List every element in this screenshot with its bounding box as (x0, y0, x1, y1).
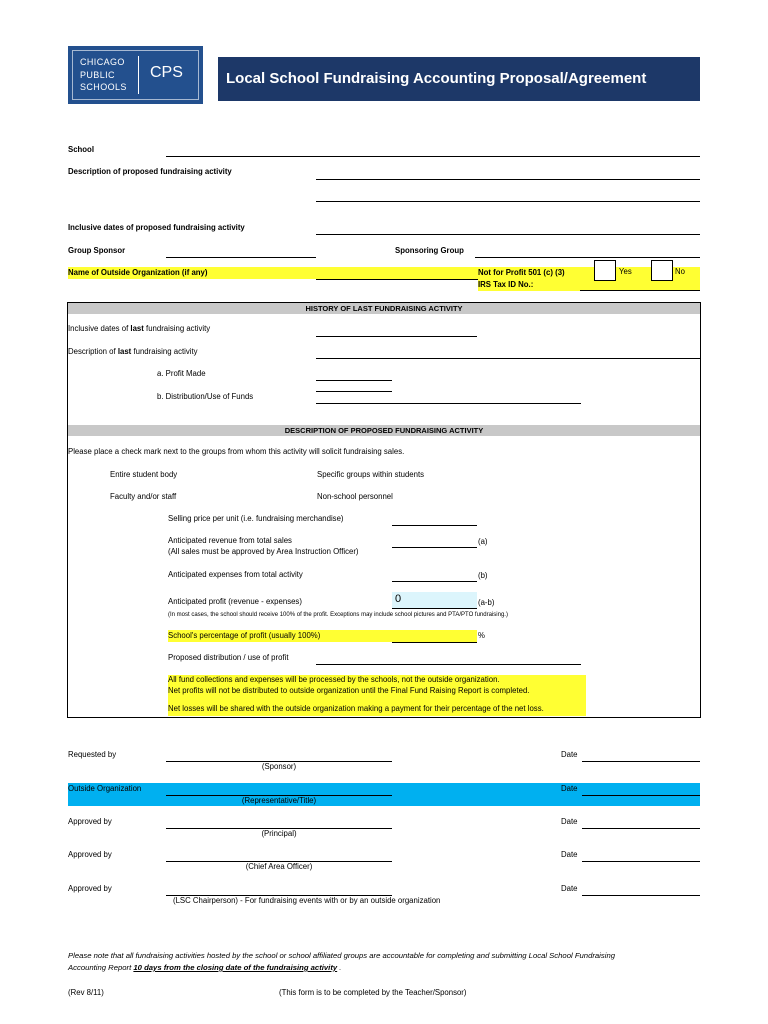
irs-tax-id-field[interactable] (580, 280, 700, 291)
footer-note-line-2 (68, 963, 341, 973)
principal-signature-field[interactable] (166, 818, 392, 829)
revenue-ref: (a) (478, 537, 488, 546)
outside-org-field[interactable] (316, 269, 478, 280)
chief-area-officer-approval-label: Approved by (68, 850, 112, 859)
chief-area-officer-date-field[interactable] (582, 851, 700, 862)
proposed-section-heading: DESCRIPTION OF PROPOSED FUNDRAISING ACTIVITY (68, 425, 700, 436)
notice-net-losses: Net losses will be shared with the outside organization making a payment for their percentage of the net loss. (168, 704, 544, 713)
requested-by-role: (Sponsor) (261, 762, 297, 771)
group-sponsor-field[interactable] (166, 247, 316, 258)
outside-org-role: (Representative/Title) (241, 796, 317, 805)
last-dates-label (68, 324, 210, 334)
lsc-chair-signature-field[interactable] (166, 885, 392, 896)
not-for-profit-no-checkbox[interactable] (651, 260, 673, 281)
footer-deadline-emphasis: 10 days from the closing date of the fundraising activity (133, 963, 338, 972)
lsc-chair-approval-label: Approved by (68, 884, 112, 893)
footer-note-line-1: Please note that all fundraising activities hosted by the school or school affiliated groups are accountable for completing and submitting Local School Fundraising (68, 951, 615, 960)
last-description-label-start: Description of (68, 347, 118, 356)
selling-price-label: Selling price per unit (i.e. fundraising merchandise) (168, 514, 344, 523)
notice-net-profits: Net profits will not be distributed to outside organization until the Final Fund Raising Report is completed. (168, 686, 530, 695)
group-sponsor-label: Group Sponsor (68, 246, 126, 255)
lsc-chair-date-field[interactable] (582, 885, 700, 896)
distribution-use-label: b. Distribution/Use of Funds (157, 392, 254, 401)
yes-label: Yes (619, 267, 632, 276)
proposed-distribution-field[interactable] (316, 654, 581, 665)
not-for-profit-yes-checkbox[interactable] (594, 260, 616, 281)
outside-org-label: Name of Outside Organization (if any) (68, 268, 208, 277)
last-dates-field[interactable] (316, 326, 477, 337)
percentage-unit: % (478, 631, 485, 640)
history-section-heading: HISTORY OF LAST FUNDRAISING ACTIVITY (68, 303, 700, 314)
anticipated-profit-ref: (a-b) (478, 598, 495, 607)
no-label: No (675, 267, 685, 276)
requested-by-date-label: Date (561, 750, 578, 759)
percentage-label: School's percentage of profit (usually 100%) (168, 631, 321, 640)
last-description-label (68, 347, 198, 357)
last-dates-label-emphasis: last (130, 324, 144, 333)
group-option-faculty-staff: Faculty and/or staff (110, 492, 177, 501)
outside-org-signature-label: Outside Organization (68, 784, 142, 793)
title-bar (218, 57, 700, 101)
logo-line-public: PUBLIC (80, 69, 115, 80)
lsc-chair-date-label: Date (561, 884, 578, 893)
group-option-non-school-personnel: Non-school personnel (317, 492, 393, 501)
selling-price-field[interactable] (392, 515, 477, 526)
inclusive-dates-label: Inclusive dates of proposed fundraising activity (68, 223, 245, 232)
description-field-line-2[interactable] (316, 191, 700, 202)
principal-approval-label: Approved by (68, 817, 112, 826)
description-label: Description of proposed fundraising activity (68, 167, 232, 176)
percentage-field[interactable] (392, 632, 477, 643)
chief-area-officer-role: (Chief Area Officer) (245, 862, 313, 871)
principal-date-field[interactable] (582, 818, 700, 829)
requested-by-signature-field[interactable] (166, 751, 392, 762)
revision-label: (Rev 8/11) (68, 988, 104, 997)
footer-note-line-2-start: Accounting Report (68, 963, 134, 972)
logo-divider (138, 56, 139, 94)
requested-by-date-field[interactable] (582, 751, 700, 762)
not-for-profit-label: Not for Profit 501 (c) (3) (478, 268, 565, 277)
last-description-label-end: fundraising activity (131, 347, 198, 356)
distribution-use-field[interactable] (316, 393, 581, 404)
outside-org-date-field[interactable] (582, 785, 700, 796)
requested-by-label: Requested by (68, 750, 117, 759)
principal-role: (Principal) (261, 829, 297, 838)
footer-note-line-2-end: . (337, 963, 342, 972)
last-description-label-emphasis: last (117, 347, 132, 356)
last-dates-label-end: fundraising activity (143, 324, 211, 333)
irs-tax-id-label: IRS Tax ID No.: (478, 280, 534, 289)
profit-note: (In most cases, the school should receive 100% of the profit. Exceptions may include school pictures and PTA/PTO fundraising.) (168, 612, 508, 618)
anticipated-profit-field[interactable] (392, 592, 477, 609)
proposed-distribution-label: Proposed distribution / use of profit (168, 653, 289, 662)
chief-area-officer-signature-field[interactable] (166, 851, 392, 862)
logo-line-chicago: CHICAGO (80, 57, 125, 67)
notice-fund-collections: All fund collections and expenses will be processed by the schools, not the outside organization. (168, 675, 500, 684)
profit-made-field-line-2[interactable] (316, 381, 392, 392)
revenue-note: (All sales must be approved by Area Instruction Officer) (168, 547, 359, 556)
anticipated-profit-label: Anticipated profit (revenue - expenses) (168, 597, 302, 606)
expenses-field[interactable] (392, 571, 477, 582)
group-option-entire-student-body: Entire student body (110, 470, 178, 479)
profit-made-label: a. Profit Made (157, 369, 206, 378)
expenses-label: Anticipated expenses from total activity (168, 570, 303, 579)
form-title: Local School Fundraising Accounting Proposal/Agreement (226, 70, 647, 87)
logo-abbreviation: CPS (150, 64, 183, 81)
logo-wordmark (80, 56, 127, 94)
chief-area-officer-date-label: Date (561, 850, 578, 859)
expenses-ref: (b) (478, 571, 488, 580)
revenue-field[interactable] (392, 537, 477, 548)
outside-org-date-label: Date (561, 784, 578, 793)
sponsoring-group-label: Sponsoring Group (395, 246, 464, 255)
anticipated-profit-value: 0 (395, 593, 402, 605)
inclusive-dates-field[interactable] (316, 224, 700, 235)
cps-logo (68, 46, 203, 104)
sponsoring-group-field[interactable] (475, 247, 700, 258)
school-label: School (68, 145, 94, 154)
group-option-specific-groups: Specific groups within students (317, 470, 425, 479)
last-dates-label-start: Inclusive dates of (68, 324, 131, 333)
group-instruction: Please place a check mark next to the groups from whom this activity will solicit fundraising sales. (68, 447, 405, 456)
principal-date-label: Date (561, 817, 578, 826)
school-field[interactable] (166, 146, 700, 157)
lsc-chair-role: (LSC Chairperson) - For fundraising events with or by an outside organization (173, 896, 441, 905)
logo-line-schools: SCHOOLS (80, 82, 127, 92)
last-description-field[interactable] (316, 348, 700, 359)
completed-by-note: (This form is to be completed by the Teacher/Sponsor) (279, 988, 467, 997)
description-field[interactable] (316, 169, 700, 180)
outside-org-signature-field[interactable] (166, 785, 392, 796)
revenue-label: Anticipated revenue from total sales (168, 536, 292, 545)
profit-made-field[interactable] (316, 370, 392, 381)
